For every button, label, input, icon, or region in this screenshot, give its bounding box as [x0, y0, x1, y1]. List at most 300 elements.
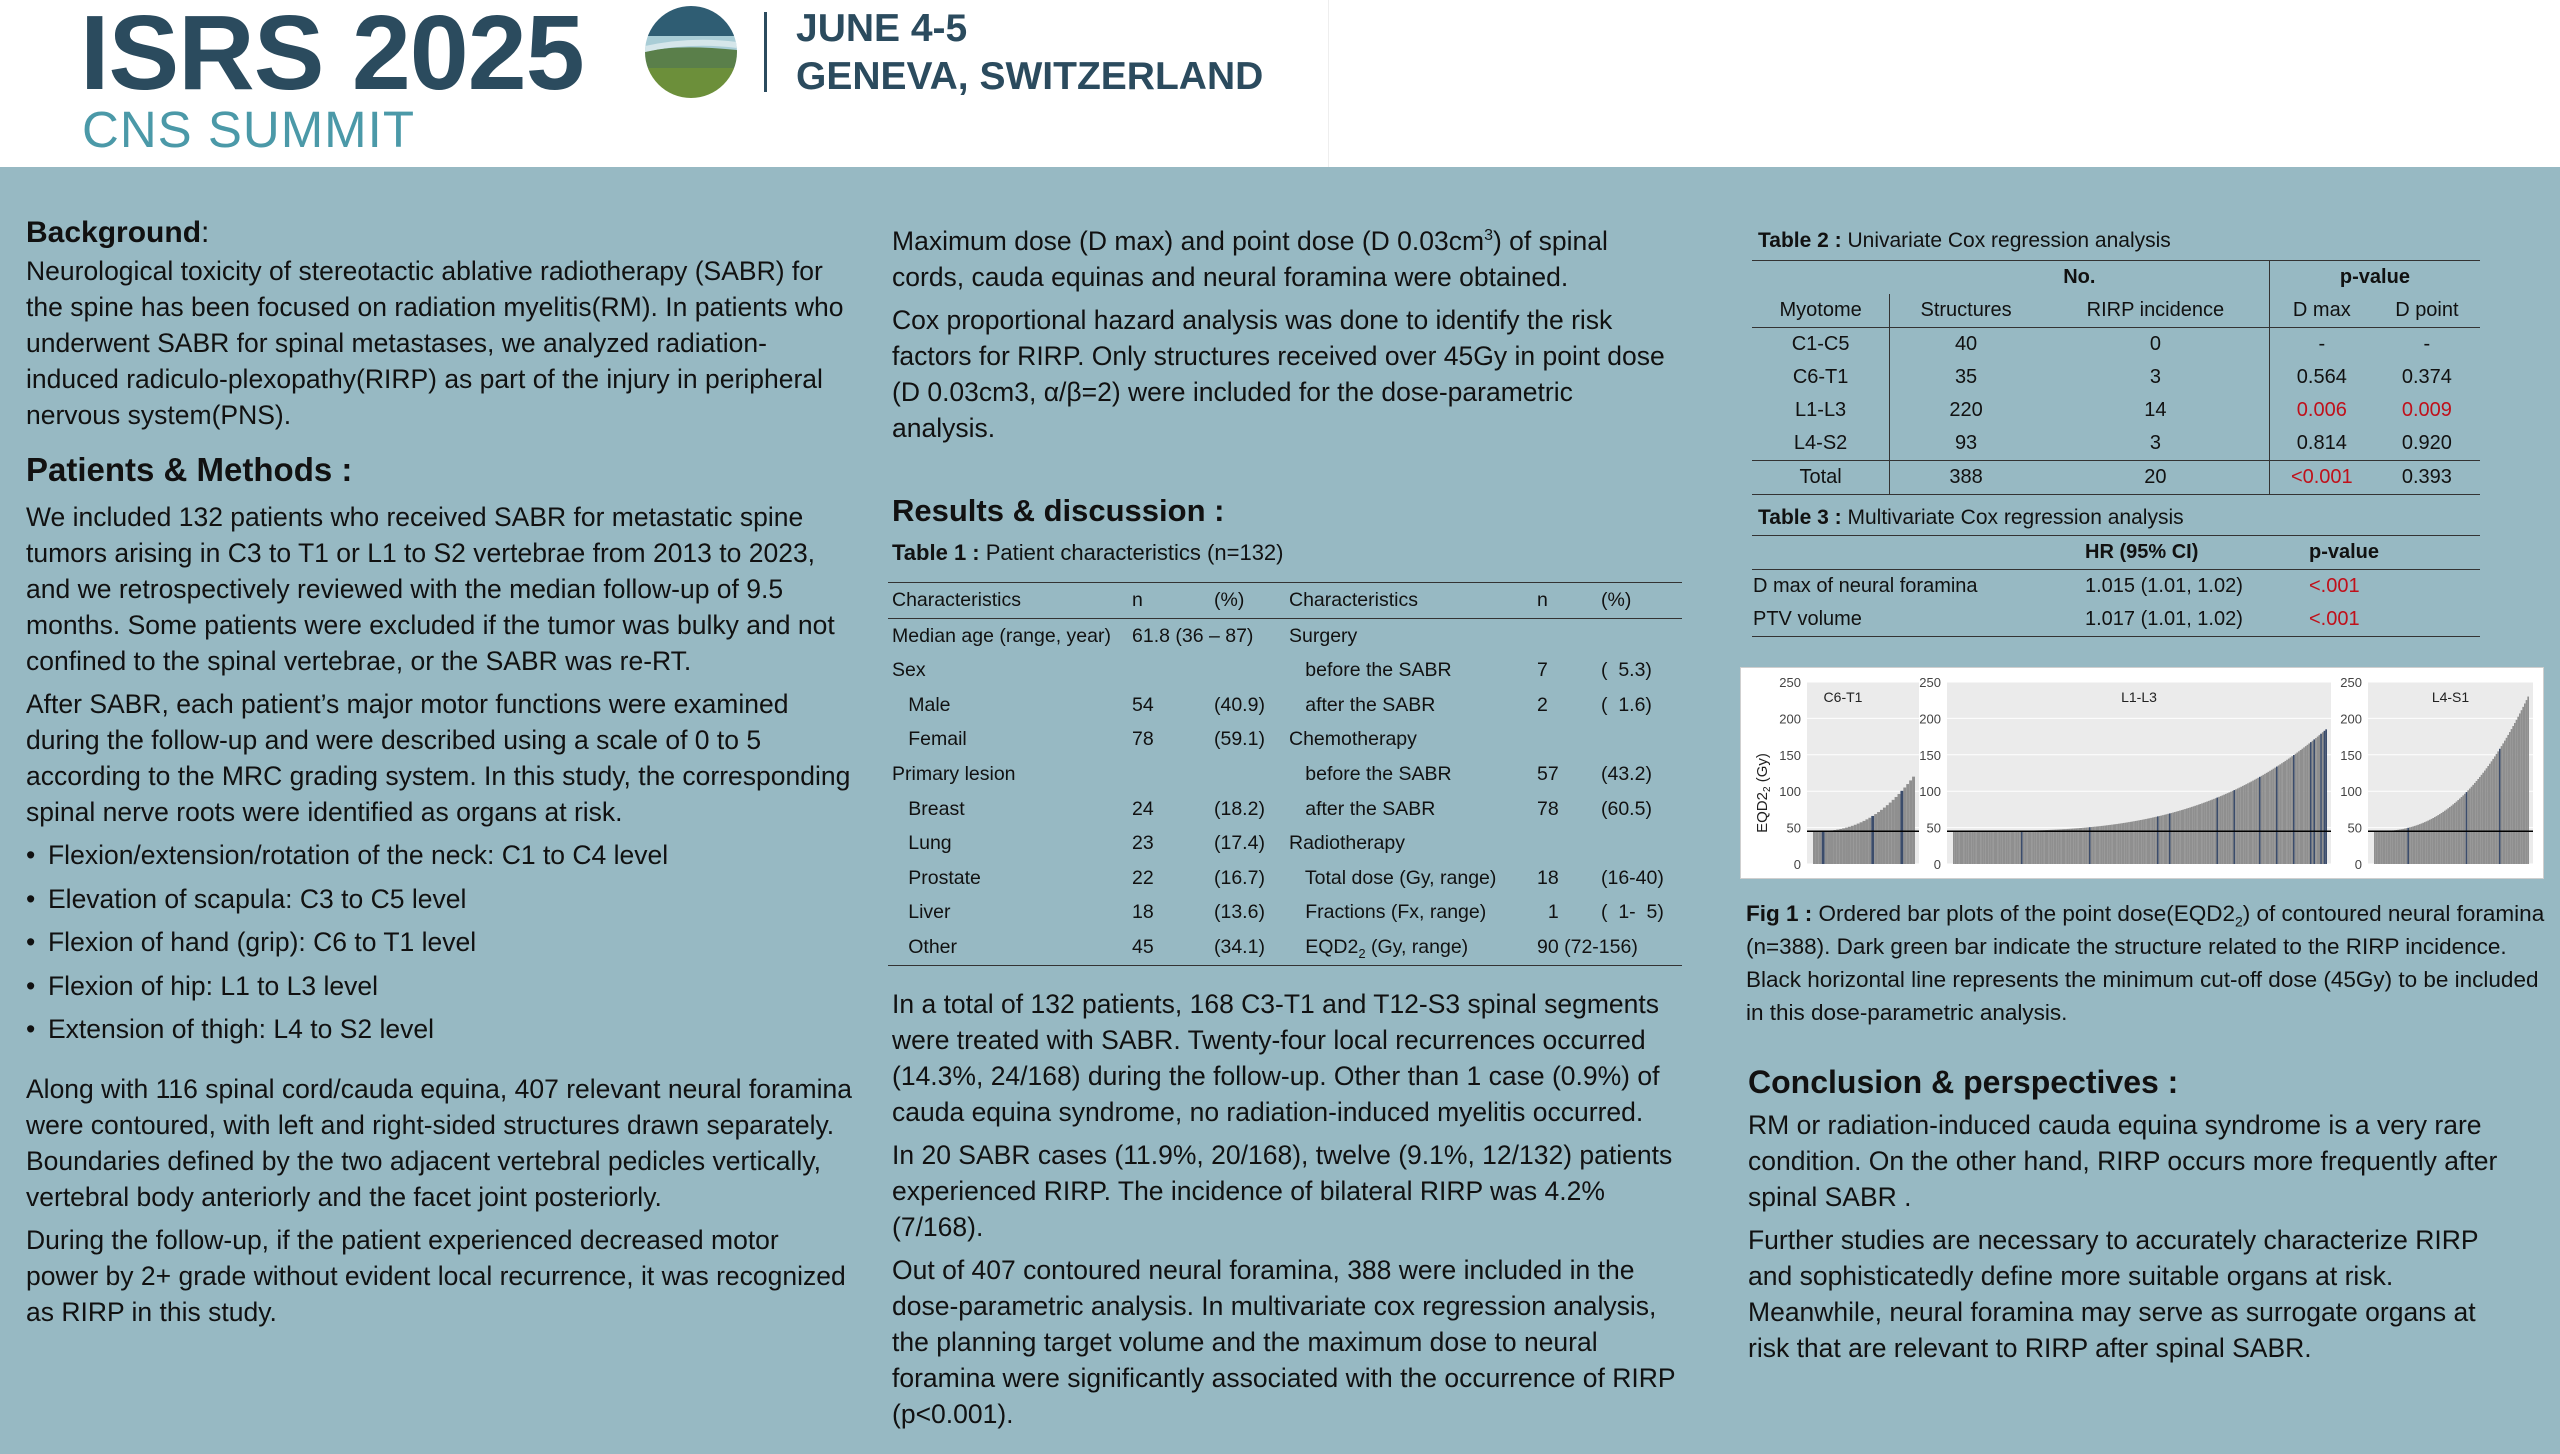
- bar: [2053, 830, 2055, 864]
- table-cell: Lung: [892, 832, 952, 855]
- bar: [1987, 831, 1989, 864]
- bar: [2456, 802, 2458, 864]
- table-row: [1752, 570, 2480, 604]
- bar: [2517, 717, 2519, 864]
- table-cell: [1600, 826, 1682, 861]
- bar: [2424, 822, 2426, 864]
- conclusion-paragraph-1: RM or radiation-induced cauda equina syndrome is a very rare condition. On the other hand, RIRP occurs more frequently after spinal SABR .: [1748, 1110, 2498, 1212]
- bar: [1883, 808, 1886, 864]
- bar: [2206, 802, 2208, 864]
- bar: [2234, 790, 2236, 864]
- left-column: [26, 213, 856, 1337]
- bar: [2014, 831, 2016, 864]
- bar: [1965, 831, 1967, 864]
- bar: [2526, 700, 2528, 864]
- bar: [2113, 824, 2115, 864]
- bar: [2320, 734, 2322, 864]
- bar: [2252, 781, 2254, 864]
- table-cell: 45: [1132, 935, 1154, 958]
- table1-caption: Table 1 : Patient characteristics (n=132): [892, 540, 1284, 565]
- bar: [2188, 808, 2190, 864]
- table-cell: [1131, 757, 1213, 792]
- table-cell: 40: [1954, 333, 1978, 355]
- results-heading: Results & discussion :: [892, 493, 1225, 528]
- bar: [2028, 831, 2030, 864]
- bar: [2527, 697, 2529, 864]
- bar: [2491, 761, 2493, 864]
- table-row: [888, 757, 1285, 792]
- table-cell: [1536, 618, 1600, 653]
- table-cell: (34.1): [1214, 935, 1265, 958]
- bar: [2060, 829, 2062, 864]
- table-cell: 22: [1132, 866, 1154, 889]
- table1-left: Characteristics n (%) Median age (range, year) 61.8 (36 – 87) Sex Male 54 (40.9) Femail 78 (59.1) Primary lesion Breast 24 (18.2) Lung 23 (17.4) Prostate 22 (16.7) Liver 18 (13.6) Other 45 (34.1): [888, 582, 1285, 966]
- table-cell: 57: [1537, 762, 1559, 785]
- conclusion-heading: Conclusion & perspectives :: [1748, 1064, 2179, 1100]
- bar: [2157, 816, 2159, 864]
- bar: [2477, 779, 2479, 864]
- methods-heading: Patients & Methods :: [26, 451, 353, 488]
- table-cell: 20: [2042, 461, 2269, 495]
- bar: [2262, 775, 2264, 864]
- bar: [2201, 803, 2203, 864]
- bar: [1889, 803, 1892, 864]
- bar: [2303, 747, 2305, 864]
- bar: [2441, 813, 2443, 864]
- bar: [2123, 823, 2125, 864]
- bar: [2018, 831, 2020, 864]
- table-cell: Sex: [892, 659, 926, 682]
- table-row: [1752, 328, 2480, 362]
- bar: [2507, 735, 2509, 864]
- bar: [2140, 820, 2142, 864]
- bar: [2409, 827, 2411, 864]
- bar: [2406, 828, 2408, 864]
- table-cell: Femail: [892, 728, 967, 751]
- bar: [2254, 780, 2256, 864]
- bar: [1900, 791, 1903, 864]
- list-item: • Extension of thigh: L4 to S2 level: [26, 1014, 434, 1044]
- table-cell: Prostate: [892, 866, 981, 889]
- y-tick-label: 0: [1933, 857, 1941, 872]
- bar: [2222, 795, 2224, 864]
- motor-function-list: [26, 837, 856, 1047]
- bar: [2166, 814, 2168, 864]
- bar: [2296, 753, 2298, 864]
- bar: [2494, 756, 2496, 864]
- bar: [2310, 742, 2312, 864]
- table-cell: 78: [1537, 797, 1559, 820]
- table-cell: 2: [1537, 693, 1548, 716]
- bar: [2152, 818, 2154, 864]
- table-row: [888, 826, 1285, 861]
- table-cell: Male: [892, 693, 951, 716]
- bar: [2210, 800, 2212, 864]
- table-cell: D max of neural foramina: [1753, 575, 1978, 597]
- bar: [2374, 831, 2376, 864]
- table-row: [1285, 930, 1682, 965]
- bar: [2062, 829, 2064, 864]
- bar: [2501, 746, 2503, 864]
- bar: [2482, 773, 2484, 864]
- bar: [2205, 802, 2207, 864]
- bar: [2247, 783, 2249, 864]
- bar: [2271, 770, 2273, 864]
- bar: [2021, 831, 2023, 864]
- bar: [2325, 729, 2327, 864]
- bar: [2457, 800, 2459, 864]
- bar: [2421, 823, 2423, 864]
- bar: [2492, 759, 2494, 864]
- bar: [2324, 731, 2326, 864]
- bar: [2288, 759, 2290, 864]
- bar: [1953, 831, 1955, 864]
- bar: [1845, 828, 1848, 864]
- table2: No. p-value Myotome Structures RIRP incidence D max D point C1-C5 40 0 - - C6-T1 35 3 0.564 0.374 L1-L3 220 14 0.006 0.009 L4-S2 93 3 0.814 0.920 Total 388 20 <0.001 0.393: [1752, 260, 2480, 495]
- bar: [1825, 831, 1828, 864]
- bar: [2404, 829, 2406, 864]
- bar: [2086, 827, 2088, 864]
- header-banner: [0, 0, 1329, 167]
- bar: [2259, 777, 2261, 864]
- bar: [2220, 796, 2222, 864]
- bar: [2496, 754, 2498, 864]
- poster-header: [0, 0, 2560, 167]
- bar: [1912, 777, 1915, 864]
- bar: [2396, 830, 2398, 864]
- table-cell: after the SABR: [1289, 797, 1436, 820]
- table-row: [888, 895, 1285, 930]
- bar: [2084, 828, 2086, 864]
- cox-paragraph: Cox proportional hazard analysis was done to identify the risk factors for RIRP. Only structures received over 45Gy in point dose (D 0.03cm3, α/β=2) were included for the dose-parametric analysis.: [892, 305, 1665, 443]
- bar: [1958, 831, 1960, 864]
- conference-globe-icon: [645, 6, 737, 98]
- methods-paragraph-3: Along with 116 spinal cord/cauda equina, 407 relevant neural foramina were contoured, with left and right-sided structures drawn separately. Boundaries defined by the two adjacent vertebral pedicles vertically, vertebral body anteriorly and the facet joint posteriorly.: [26, 1074, 852, 1212]
- bar: [2471, 787, 2473, 864]
- table-cell: Total dose (Gy, range): [1289, 866, 1497, 889]
- bar: [2045, 830, 2047, 864]
- bar: [2194, 806, 2196, 864]
- bar: [2499, 749, 2501, 864]
- bar: [1973, 831, 1975, 864]
- bar: [2023, 831, 2025, 864]
- bar: [2172, 813, 2174, 865]
- table-cell: [1131, 653, 1213, 688]
- bar: [2426, 821, 2428, 864]
- bar: [1967, 831, 1969, 864]
- results-paragraph-1: In a total of 132 patients, 168 C3-T1 and T12-S3 spinal segments were treated with SABR. Twenty-four local recurrences occurred (14.3%, 24/168) during the follow-up. Other than 1 case (0.9%) of cauda equina syndrome, no radiation-induced myelitis occurred.: [892, 988, 1660, 1127]
- table-cell: [1213, 757, 1285, 792]
- bar: [1842, 828, 1845, 864]
- bar: [1836, 830, 1839, 864]
- bar: [2230, 792, 2232, 864]
- bar: [2081, 828, 2083, 864]
- bar: [2382, 831, 2384, 864]
- bar: [1972, 831, 1974, 864]
- bar: [2402, 829, 2404, 864]
- y-tick-label: 100: [1779, 784, 1801, 800]
- bar: [2472, 785, 2474, 864]
- bar: [2132, 822, 2134, 864]
- y-tick-label: 200: [2340, 711, 2362, 727]
- bar: [2164, 815, 2166, 864]
- bar: [2137, 821, 2139, 864]
- bar: [2009, 831, 2011, 864]
- table-cell: [1600, 618, 1682, 653]
- bar: [2030, 831, 2032, 864]
- y-tick-label: 100: [1919, 784, 1941, 800]
- bar: [2244, 785, 2246, 864]
- bar: [2223, 795, 2225, 864]
- dose-paragraph: Maximum dose (D max) and point dose (D $0.03cm^3$) of spinal cords, cauda equinas and neural foramina were obtained.: [892, 226, 1608, 292]
- methods-paragraph-2: After SABR, each patient’s major motor functions were examined during the follow-up and were described using a scale of 0 to 5 according to the MRC grading system. In this study, the corresponding spinal nerve roots were identified as organs at risk.: [26, 689, 851, 827]
- bar: [2006, 831, 2008, 864]
- bar: [2389, 831, 2391, 864]
- conclusion-paragraph-2: Further studies are necessary to accurately characterize RIRP and sophisticatedly define more suitable organs at risk. Meanwhile, neural foramina may serve as surrogate organs at risk that are relevant to RIRP after spinal SABR.: [1748, 1225, 2479, 1363]
- bar: [2184, 809, 2186, 864]
- y-tick-label: 0: [1793, 857, 1801, 872]
- y-tick-label: 50: [1926, 820, 1941, 836]
- bar: [2521, 710, 2523, 864]
- bar: [2096, 826, 2098, 864]
- table-cell: 0.009: [2401, 399, 2452, 421]
- bar: [2286, 760, 2288, 864]
- bar: [2031, 831, 2033, 864]
- bar: [2011, 831, 2013, 864]
- table-cell: (13.6): [1214, 901, 1265, 924]
- bar: [2317, 737, 2319, 864]
- bar: [1898, 794, 1901, 864]
- bar: [2516, 720, 2518, 864]
- table-cell: 14: [2042, 394, 2269, 427]
- bar: [1992, 831, 1994, 864]
- methods-paragraph-4: During the follow-up, if the patient experienced decreased motor power by 2+ grade without evident local recurrence, it was recognized as RIRP in this study.: [26, 1225, 846, 1327]
- background-heading: Background: [26, 216, 202, 249]
- panel-title: L4-S1: [2431, 689, 2470, 705]
- bar: [2130, 822, 2132, 864]
- bar: [2043, 830, 2045, 864]
- table-row: [888, 688, 1285, 723]
- table-cell: 18: [1132, 901, 1154, 924]
- table2-caption: Table 2 : Univariate Cox regression analysis: [1758, 229, 2171, 252]
- bar: [2249, 782, 2251, 864]
- bar: [2437, 815, 2439, 864]
- table-cell: before the SABR: [1289, 659, 1452, 682]
- table-cell: 0.920: [2401, 432, 2452, 454]
- table-row: [888, 792, 1285, 827]
- bar: [2449, 807, 2451, 864]
- bar: [2001, 831, 2003, 864]
- bar: [2041, 830, 2043, 864]
- bar: [1979, 831, 1981, 864]
- table1-right: Characteristics n (%) Surgery before the SABR 7 ( 5.3) after the SABR 2 ( 1.6) Chemotherapy before the SABR 57 (43.2) after the SABR 78 (60.5) Radiotherapy Total dose (Gy, range) 18 (16-40) Fractions (Fx, range) 1 ( 1- 5) $EQD2_2$ (Gy, range) 90 (72-156): [1285, 582, 1682, 966]
- bar: [2522, 707, 2524, 864]
- bar: [2506, 738, 2508, 864]
- table-cell: (16-40): [1601, 866, 1664, 889]
- table-cell: 1: [1537, 901, 1559, 924]
- bar: [2391, 831, 2393, 864]
- bar: [2307, 745, 2309, 864]
- bar: [2133, 821, 2135, 864]
- table-cell: (60.5): [1601, 797, 1652, 820]
- bar: [2322, 732, 2324, 864]
- table-cell: -: [2423, 333, 2431, 355]
- bar: [2155, 817, 2157, 864]
- bar: [2381, 831, 2383, 864]
- bar: [1903, 788, 1906, 865]
- bar: [2487, 766, 2489, 864]
- bar: [1822, 831, 1825, 864]
- table1: [888, 582, 1682, 966]
- table-row: [1285, 722, 1682, 757]
- bar: [2394, 830, 2396, 864]
- bar: [1968, 831, 1970, 864]
- bar: [2484, 771, 2486, 864]
- bar: [1860, 822, 1863, 864]
- bar: [2467, 790, 2469, 864]
- table-cell: Primary lesion: [892, 762, 1016, 785]
- bar: [2179, 811, 2181, 864]
- bar: [2479, 777, 2481, 864]
- table-row: [888, 930, 1285, 965]
- bar: [2519, 713, 2521, 864]
- bar: [2026, 831, 2028, 864]
- table-cell: 0.564: [2296, 366, 2347, 388]
- bar: [2451, 806, 2453, 864]
- bar: [2149, 818, 2151, 864]
- y-tick-label: 200: [1919, 711, 1941, 727]
- bar: [2150, 818, 2152, 864]
- bar: [2118, 824, 2120, 864]
- bar: [2412, 826, 2414, 864]
- y-tick-label: 150: [2340, 747, 2362, 763]
- conference-logo-subtitle: CNS SUMMIT: [82, 101, 415, 158]
- bar: [2401, 829, 2403, 864]
- bar: [2392, 830, 2394, 864]
- y-tick-label: 150: [1919, 747, 1941, 763]
- table-cell: Total: [1752, 461, 1890, 495]
- bar: [2313, 739, 2315, 864]
- bar: [2091, 827, 2093, 864]
- bar: [2024, 831, 2026, 864]
- bar: [2218, 797, 2220, 864]
- list-item: • Flexion of hip: L1 to L3 level: [26, 970, 378, 1001]
- bar: [1985, 831, 1987, 864]
- table-cell: [1536, 826, 1600, 861]
- bar: [1962, 831, 1964, 864]
- bar: [2276, 767, 2278, 864]
- list-item: • Flexion/extension/rotation of the neck: C1 to C4 level: [26, 840, 669, 870]
- table-row: [888, 861, 1285, 896]
- bar: [1819, 831, 1822, 864]
- table-cell: 3: [2042, 427, 2269, 461]
- bar: [1989, 831, 1991, 864]
- bar: [2002, 831, 2004, 864]
- bar: [2058, 829, 2060, 864]
- bar: [1990, 831, 1992, 864]
- bar: [1999, 831, 2001, 864]
- bar: [2283, 762, 2285, 864]
- conference-location: GENEVA, SWITZERLAND: [796, 55, 1264, 98]
- table-row: [1752, 603, 2480, 637]
- bar: [1839, 829, 1842, 864]
- bar: [2266, 773, 2268, 864]
- methods-paragraph-1: We included 132 patients who received SABR for metastatic spine tumors arising in C3 to T1 or L1 to S2 vertebrae from 2013 to 2023, and we retrospectively reviewed with the median follow-up of 9.5 months. Some patients were excluded if the tumor was bulky and not confined to the spinal vertebrae, or the SABR was re-RT.: [26, 502, 835, 676]
- bar: [2171, 813, 2173, 864]
- bar: [2189, 807, 2191, 864]
- bar: [2376, 831, 2378, 864]
- bar: [2050, 830, 2052, 864]
- bar: [1886, 805, 1889, 864]
- bar: [2442, 812, 2444, 864]
- bar: [2274, 768, 2276, 864]
- bar: [1955, 831, 1957, 864]
- table-cell: C1-C5: [1752, 328, 1890, 362]
- bar: [2474, 783, 2476, 864]
- bar: [2142, 820, 2144, 864]
- table-row: [1285, 826, 1682, 861]
- bar: [2082, 828, 2084, 864]
- bar: [2138, 820, 2140, 864]
- table-cell: 388: [1949, 466, 1983, 488]
- table-cell: 78: [1132, 728, 1154, 751]
- bar: [2489, 764, 2491, 864]
- bar: [2524, 703, 2526, 864]
- bar: [2193, 806, 2195, 864]
- bar: [2446, 810, 2448, 864]
- table-cell: Other: [892, 935, 958, 958]
- table-cell: L1-L3: [1752, 394, 1890, 427]
- bar: [1830, 830, 1833, 864]
- bar: [2509, 732, 2511, 864]
- table-cell: [1213, 653, 1285, 688]
- table-cell: 1.015 (1.01, 1.02): [2085, 575, 2243, 597]
- bar: [1848, 827, 1851, 864]
- bar: [2227, 793, 2229, 864]
- bar: [2300, 750, 2302, 864]
- table-row: [1752, 361, 2480, 394]
- bar: [1880, 810, 1883, 864]
- bar: [1868, 818, 1871, 864]
- bar: [2052, 830, 2054, 864]
- table-row: [1285, 757, 1682, 792]
- table-cell: -: [2318, 333, 2326, 355]
- table-cell: Surgery: [1289, 624, 1358, 647]
- bar: [2245, 784, 2247, 864]
- table-cell: L4-S2: [1752, 427, 1890, 461]
- bar: [2279, 764, 2281, 864]
- bar: [2065, 829, 2067, 864]
- bar: [2057, 830, 2059, 864]
- bar: [2007, 831, 2009, 864]
- bar: [2481, 775, 2483, 864]
- table-cell: (43.2): [1601, 762, 1652, 785]
- bar: [2261, 776, 2263, 864]
- bar: [2387, 831, 2389, 864]
- bar: [1956, 831, 1958, 864]
- bar: [1982, 831, 1984, 864]
- bar: [2273, 769, 2275, 864]
- table-cell: ( 5.3): [1601, 659, 1652, 682]
- right-column: [1746, 226, 2545, 1373]
- bar: [2094, 827, 2096, 864]
- list-item: • Flexion of hand (grip): C6 to T1 level: [26, 927, 477, 957]
- bar: [2121, 823, 2123, 864]
- bar: [2116, 824, 2118, 864]
- y-tick-label: 250: [2340, 675, 2362, 690]
- bar: [1960, 831, 1962, 864]
- bar: [2191, 807, 2193, 864]
